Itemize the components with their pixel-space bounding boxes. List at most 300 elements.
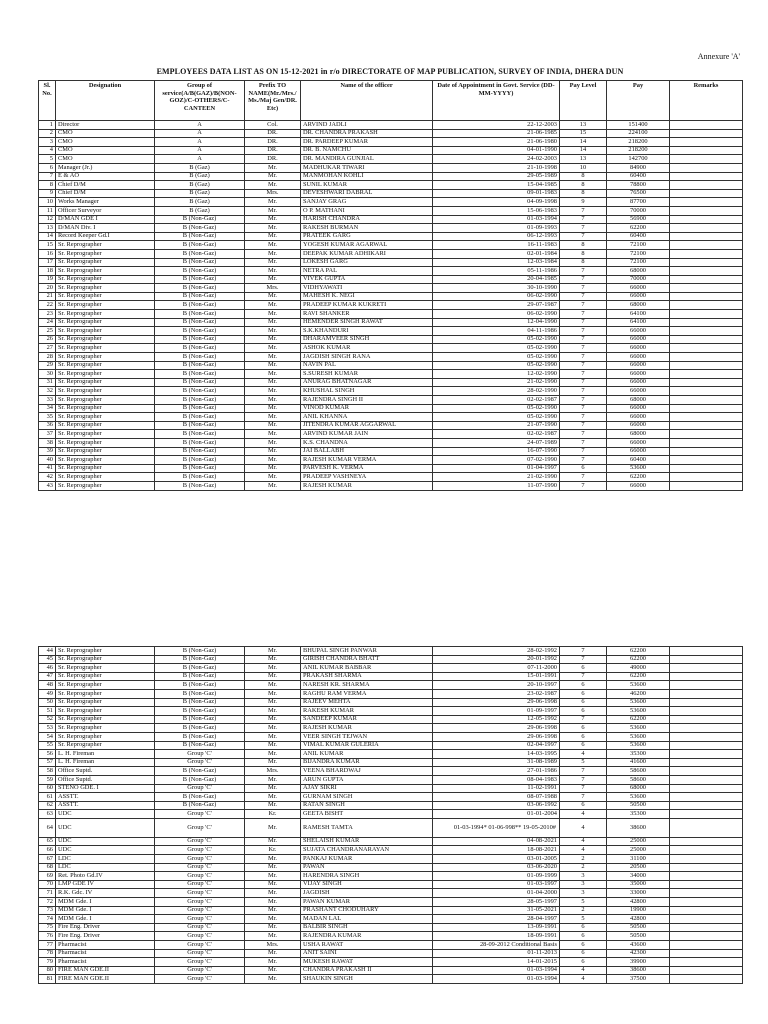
cell-designation: MDM Gde. I [56, 906, 155, 915]
cell-group: B (Non-Gaz) [155, 413, 245, 422]
cell-remarks [670, 172, 743, 181]
table-row [39, 206, 743, 215]
cell-designation: Sr. Reprographer [56, 301, 155, 310]
cell-pay: 53600 [607, 698, 670, 707]
cell-sl-no: 23 [39, 310, 56, 319]
cell-group: Group 'C' [155, 846, 245, 855]
cell-designation: CMO [56, 129, 155, 138]
table-row [39, 258, 743, 267]
cell-remarks [670, 689, 743, 698]
table-row [39, 715, 743, 724]
cell-pay-level: 7 [560, 378, 607, 387]
cell-remarks [670, 707, 743, 716]
cell-designation: Sr. Reprographer [56, 473, 155, 482]
cell-remarks [670, 473, 743, 482]
cell-prefix: Mr. [245, 741, 301, 750]
cell-date-of-appointment: 24-07-1989 [433, 438, 560, 447]
cell-designation: ASSTT. [56, 801, 155, 810]
cell-remarks [670, 949, 743, 958]
cell-name: PRASHANT CHODUHARY [301, 906, 433, 915]
cell-pay: 62200 [607, 715, 670, 724]
cell-prefix: Mr. [245, 923, 301, 932]
cell-date-of-appointment: 20-04-1985 [433, 275, 560, 284]
cell-pay: 66000 [607, 353, 670, 362]
cell-pay-level: 7 [560, 292, 607, 301]
table-row [39, 775, 743, 784]
cell-name: MAHESH K. NEGI [301, 292, 433, 301]
cell-pay: 53600 [607, 464, 670, 473]
cell-prefix: Mr. [245, 447, 301, 456]
cell-prefix: Mr. [245, 906, 301, 915]
cell-prefix: Mr. [245, 344, 301, 353]
cell-group: Group 'C' [155, 758, 245, 767]
cell-sl-no: 47 [39, 672, 56, 681]
cell-group: Group 'C' [155, 810, 245, 819]
cell-sl-no: 81 [39, 975, 56, 984]
cell-group: B (Non-Gaz) [155, 215, 245, 224]
cell-prefix: Mr. [245, 310, 301, 319]
table-row [39, 923, 743, 932]
cell-group: B (Non-Gaz) [155, 689, 245, 698]
cell-pay-level: 9 [560, 198, 607, 207]
cell-date-of-appointment: 03-06-1992 [433, 801, 560, 810]
table-row [39, 404, 743, 413]
table-row [39, 949, 743, 958]
cell-pay-level: 7 [560, 438, 607, 447]
cell-date-of-appointment: 04-11-1986 [433, 327, 560, 336]
cell-pay-level: 6 [560, 958, 607, 967]
table-row [39, 215, 743, 224]
cell-remarks [670, 258, 743, 267]
cell-pay: 50500 [607, 932, 670, 941]
cell-pay: 72100 [607, 249, 670, 258]
cell-date-of-appointment: 29-07-1987 [433, 301, 560, 310]
cell-pay-level: 2 [560, 906, 607, 915]
cell-pay: 66000 [607, 413, 670, 422]
cell-remarks [670, 438, 743, 447]
cell-group: B (Non-Gaz) [155, 275, 245, 284]
cell-name: DR. PARDEEP KUMAR [301, 138, 433, 147]
cell-group: B (Non-Gaz) [155, 370, 245, 379]
cell-pay: 31100 [607, 855, 670, 864]
cell-pay: 68000 [607, 396, 670, 405]
cell-remarks [670, 121, 743, 130]
cell-designation: Sr. Reprographer [56, 741, 155, 750]
cell-date-of-appointment: 29-05-1989 [433, 172, 560, 181]
cell-remarks [670, 906, 743, 915]
cell-remarks [670, 241, 743, 250]
cell-sl-no: 28 [39, 353, 56, 362]
cell-date-of-appointment: 16-07-1990 [433, 447, 560, 456]
cell-group: B (Non-Gaz) [155, 387, 245, 396]
table-row [39, 473, 743, 482]
cell-designation: Sr. Reprographer [56, 292, 155, 301]
cell-designation: FIRE MAN GDE.II [56, 966, 155, 975]
table-row [39, 958, 743, 967]
cell-pay: 66000 [607, 344, 670, 353]
cell-name: MUKESH RAWAT [301, 958, 433, 967]
cell-group: B (Gaz) [155, 163, 245, 172]
cell-date-of-appointment: 15-06-1983 [433, 206, 560, 215]
cell-sl-no: 2 [39, 129, 56, 138]
cell-pay-level: 7 [560, 284, 607, 293]
cell-name: MADAN LAL [301, 915, 433, 924]
cell-name: S.K.KHANDURI [301, 327, 433, 336]
table-row [39, 387, 743, 396]
table-row [39, 941, 743, 950]
cell-group: B (Non-Gaz) [155, 318, 245, 327]
cell-sl-no: 65 [39, 837, 56, 846]
cell-date-of-appointment: 29-06-1998 [433, 724, 560, 733]
cell-date-of-appointment: 01-11-2013 [433, 949, 560, 958]
cell-name: CHANDRA PRAKASH II [301, 966, 433, 975]
cell-designation: CMO [56, 155, 155, 164]
cell-prefix: Mr. [245, 481, 301, 490]
cell-date-of-appointment: 23-02-1987 [433, 689, 560, 698]
header-sl-no: Sl. No. [39, 81, 56, 121]
cell-name: VEER SINGH TEJWAN [301, 732, 433, 741]
cell-date-of-appointment: 21-02-1990 [433, 378, 560, 387]
table-row [39, 163, 743, 172]
cell-designation: Chief D/M [56, 189, 155, 198]
cell-sl-no: 52 [39, 715, 56, 724]
cell-date-of-appointment: 04-01-1990 [433, 146, 560, 155]
cell-name: AJAY SIKRI [301, 784, 433, 793]
cell-date-of-appointment: 14-03-1995 [433, 750, 560, 759]
cell-remarks [670, 889, 743, 898]
cell-remarks [670, 215, 743, 224]
cell-pay-level: 10 [560, 163, 607, 172]
table-row [39, 810, 743, 819]
table-row [39, 767, 743, 776]
cell-group: Group 'C' [155, 932, 245, 941]
cell-group: Group 'C' [155, 898, 245, 907]
table-row [39, 741, 743, 750]
cell-date-of-appointment: 28-09-2012 Conditional Basis [433, 941, 560, 950]
cell-pay: 43600 [607, 941, 670, 950]
table-row [39, 793, 743, 802]
cell-name: RAMESH TAMTA [301, 818, 433, 837]
cell-pay: 68000 [607, 301, 670, 310]
cell-pay-level: 2 [560, 855, 607, 864]
cell-date-of-appointment: 05-02-1990 [433, 335, 560, 344]
cell-remarks [670, 361, 743, 370]
cell-date-of-appointment: 01-03-1997 [433, 880, 560, 889]
cell-pay-level: 8 [560, 241, 607, 250]
cell-designation: Sr. Reprographer [56, 430, 155, 439]
cell-prefix: Mr. [245, 335, 301, 344]
cell-designation: Record Keeper Gd.I [56, 232, 155, 241]
cell-pay-level: 4 [560, 818, 607, 837]
cell-pay-level: 7 [560, 413, 607, 422]
cell-pay: 66000 [607, 370, 670, 379]
cell-pay-level: 6 [560, 724, 607, 733]
cell-prefix: Mr. [245, 318, 301, 327]
cell-sl-no: 1 [39, 121, 56, 130]
cell-designation: Sr. Reprographer [56, 404, 155, 413]
cell-name: ANIL KUMAR BABBAR [301, 664, 433, 673]
cell-date-of-appointment: 12-03-1984 [433, 258, 560, 267]
cell-group: Group 'C' [155, 958, 245, 967]
cell-sl-no: 12 [39, 215, 56, 224]
cell-pay-level: 7 [560, 481, 607, 490]
cell-date-of-appointment: 29-06-1998 [433, 732, 560, 741]
cell-date-of-appointment: 01-04-2000 [433, 889, 560, 898]
cell-pay-level: 3 [560, 872, 607, 881]
cell-date-of-appointment: 06-12-1993 [433, 232, 560, 241]
cell-prefix: Mr. [245, 837, 301, 846]
cell-group: Group 'C' [155, 889, 245, 898]
cell-remarks [670, 464, 743, 473]
cell-designation: Officer Surveyor [56, 206, 155, 215]
table-row [39, 430, 743, 439]
cell-sl-no: 13 [39, 224, 56, 233]
cell-remarks [670, 249, 743, 258]
cell-date-of-appointment: 03-01-2005 [433, 855, 560, 864]
cell-date-of-appointment: 24-02-2003 [433, 155, 560, 164]
cell-pay-level: 8 [560, 181, 607, 190]
cell-pay-level: 7 [560, 473, 607, 482]
cell-name: O P. MATHANI [301, 206, 433, 215]
cell-pay: 49000 [607, 664, 670, 673]
cell-date-of-appointment: 21-06-1985 [433, 129, 560, 138]
table-row [39, 378, 743, 387]
cell-pay-level: 7 [560, 456, 607, 465]
table-row [39, 447, 743, 456]
cell-name: SHELAISH KUMAR [301, 837, 433, 846]
cell-remarks [670, 318, 743, 327]
cell-name: VINOD KUMAR [301, 404, 433, 413]
cell-pay-level: 14 [560, 146, 607, 155]
cell-date-of-appointment: 08-07-1988 [433, 793, 560, 802]
cell-name: JAGDISH SINGH RANA [301, 353, 433, 362]
cell-designation: MDM Gde. I [56, 915, 155, 924]
cell-prefix: Mr. [245, 224, 301, 233]
cell-remarks [670, 672, 743, 681]
cell-name: LOKESH GARG [301, 258, 433, 267]
cell-name: SHAUKIN SINGH [301, 975, 433, 984]
cell-remarks [670, 801, 743, 810]
cell-prefix: Mr. [245, 698, 301, 707]
cell-sl-no: 50 [39, 698, 56, 707]
cell-pay: 50500 [607, 801, 670, 810]
table-row [39, 284, 743, 293]
cell-sl-no: 16 [39, 249, 56, 258]
table-body-part-1 [39, 121, 743, 491]
cell-sl-no: 59 [39, 775, 56, 784]
cell-remarks [670, 863, 743, 872]
table-header-row [39, 81, 743, 121]
cell-group: Group 'C' [155, 949, 245, 958]
cell-prefix: Mr. [245, 681, 301, 690]
cell-remarks [670, 404, 743, 413]
header-name: Name of the officer [301, 81, 433, 121]
cell-name: RAJESH KUMAR VERMA [301, 456, 433, 465]
cell-pay: 224100 [607, 129, 670, 138]
table-row [39, 750, 743, 759]
cell-designation: Sr. Reprographer [56, 378, 155, 387]
cell-pay: 62200 [607, 655, 670, 664]
cell-date-of-appointment: 04-09-1998 [433, 198, 560, 207]
cell-pay-level: 7 [560, 335, 607, 344]
cell-group: A [155, 155, 245, 164]
cell-remarks [670, 741, 743, 750]
cell-designation: LDC [56, 855, 155, 864]
cell-name: KHUSHAL SINGH [301, 387, 433, 396]
cell-remarks [670, 430, 743, 439]
cell-designation: FIRE MAN GDE.II [56, 975, 155, 984]
cell-prefix: Mr. [245, 758, 301, 767]
cell-sl-no: 32 [39, 387, 56, 396]
cell-designation: Sr. Reprographer [56, 647, 155, 656]
cell-sl-no: 3 [39, 138, 56, 147]
table-row [39, 370, 743, 379]
cell-designation: D/MAN Div. I [56, 224, 155, 233]
table-row [39, 241, 743, 250]
cell-prefix: Mr. [245, 464, 301, 473]
cell-remarks [670, 837, 743, 846]
cell-date-of-appointment: 01-09-1999 [433, 872, 560, 881]
cell-pay-level: 5 [560, 758, 607, 767]
cell-remarks [670, 301, 743, 310]
cell-name: DR. MANDIRA GUNJIAL [301, 155, 433, 164]
cell-sl-no: 78 [39, 949, 56, 958]
cell-date-of-appointment: 01-01-2004 [433, 810, 560, 819]
cell-pay-level: 4 [560, 966, 607, 975]
table-row [39, 232, 743, 241]
cell-pay-level: 7 [560, 318, 607, 327]
employees-table-part-1 [38, 80, 743, 491]
cell-pay: 46200 [607, 689, 670, 698]
cell-designation: Sr. Reprographer [56, 361, 155, 370]
cell-remarks [670, 232, 743, 241]
cell-date-of-appointment: 01-09-1993 [433, 224, 560, 233]
cell-date-of-appointment: 12-04-1990 [433, 318, 560, 327]
cell-pay: 20500 [607, 863, 670, 872]
cell-pay: 66000 [607, 292, 670, 301]
cell-date-of-appointment: 14-01-2015 [433, 958, 560, 967]
cell-name: S.SURESH KUMAR [301, 370, 433, 379]
cell-group: A [155, 129, 245, 138]
cell-remarks [670, 353, 743, 362]
cell-group: B (Non-Gaz) [155, 292, 245, 301]
cell-name: ARVIND JADLI [301, 121, 433, 130]
cell-sl-no: 46 [39, 664, 56, 673]
cell-date-of-appointment: 30-10-1990 [433, 284, 560, 293]
cell-sl-no: 62 [39, 801, 56, 810]
cell-name: RAKESH BURMAN [301, 224, 433, 233]
cell-group: B (Non-Gaz) [155, 707, 245, 716]
cell-pay: 62200 [607, 647, 670, 656]
cell-group: B (Non-Gaz) [155, 698, 245, 707]
cell-group: B (Non-Gaz) [155, 438, 245, 447]
cell-name: K.S. CHANDNA [301, 438, 433, 447]
cell-prefix: Mr. [245, 664, 301, 673]
cell-pay-level: 6 [560, 941, 607, 950]
cell-date-of-appointment: 12-05-1992 [433, 715, 560, 724]
cell-sl-no: 11 [39, 206, 56, 215]
cell-pay: 53600 [607, 741, 670, 750]
cell-pay-level: 7 [560, 404, 607, 413]
cell-pay-level: 6 [560, 949, 607, 958]
cell-designation: Sr. Reprographer [56, 258, 155, 267]
cell-remarks [670, 880, 743, 889]
cell-date-of-appointment: 01-03-1994 [433, 215, 560, 224]
cell-designation: Sr. Reprographer [56, 655, 155, 664]
cell-group: Group 'C' [155, 975, 245, 984]
cell-date-of-appointment: 01-03-1994 [433, 975, 560, 984]
cell-date-of-appointment: 05-02-1990 [433, 413, 560, 422]
cell-remarks [670, 941, 743, 950]
cell-prefix: Kr. [245, 846, 301, 855]
cell-pay: 53600 [607, 681, 670, 690]
cell-prefix: Mr. [245, 198, 301, 207]
cell-name: SANDEEP KUMAR [301, 715, 433, 724]
cell-group: Group 'C' [155, 784, 245, 793]
cell-date-of-appointment: 06-02-1990 [433, 310, 560, 319]
cell-date-of-appointment: 13-09-1991 [433, 923, 560, 932]
cell-remarks [670, 784, 743, 793]
cell-remarks [670, 378, 743, 387]
cell-pay-level: 6 [560, 732, 607, 741]
cell-name: DR. B. NAMCHU [301, 146, 433, 155]
cell-sl-no: 51 [39, 707, 56, 716]
cell-group: B (Non-Gaz) [155, 249, 245, 258]
cell-pay-level: 2 [560, 863, 607, 872]
cell-pay-level: 7 [560, 224, 607, 233]
cell-pay-level: 6 [560, 464, 607, 473]
cell-date-of-appointment: 05-02-1990 [433, 404, 560, 413]
cell-remarks [670, 344, 743, 353]
cell-date-of-appointment: 21-10-1998 [433, 163, 560, 172]
cell-name: MADHUKAR TIWARI [301, 163, 433, 172]
cell-designation: UDC [56, 837, 155, 846]
cell-prefix: Mr. [245, 732, 301, 741]
cell-sl-no: 5 [39, 155, 56, 164]
cell-remarks [670, 456, 743, 465]
cell-name: PRADEEP KUMAR KUKRETI [301, 301, 433, 310]
cell-pay-level: 7 [560, 301, 607, 310]
table-row [39, 224, 743, 233]
cell-pay: 66000 [607, 481, 670, 490]
cell-date-of-appointment: 01-04-1997 [433, 464, 560, 473]
cell-sl-no: 40 [39, 456, 56, 465]
cell-sl-no: 44 [39, 647, 56, 656]
table-row [39, 396, 743, 405]
cell-name: ANURAG BHATNAGAR [301, 378, 433, 387]
table-row [39, 172, 743, 181]
cell-sl-no: 67 [39, 855, 56, 864]
cell-pay-level: 7 [560, 232, 607, 241]
cell-pay: 25000 [607, 837, 670, 846]
cell-pay-level: 4 [560, 846, 607, 855]
cell-prefix: Mr. [245, 707, 301, 716]
table-row [39, 837, 743, 846]
cell-prefix: Mr. [245, 181, 301, 190]
cell-designation: Sr. Reprographer [56, 715, 155, 724]
cell-prefix: Col. [245, 121, 301, 130]
cell-remarks [670, 898, 743, 907]
cell-pay-level: 6 [560, 664, 607, 673]
cell-name: RAJESH KUMAR [301, 724, 433, 733]
cell-name: VEENA BHARDWAJ [301, 767, 433, 776]
cell-date-of-appointment: 05-02-1990 [433, 353, 560, 362]
cell-remarks [670, 915, 743, 924]
cell-name: YOGESH KUMAR AGARWAL [301, 241, 433, 250]
cell-name: RAJESH KUMAR [301, 481, 433, 490]
cell-prefix: Mr. [245, 672, 301, 681]
cell-pay-level: 4 [560, 750, 607, 759]
